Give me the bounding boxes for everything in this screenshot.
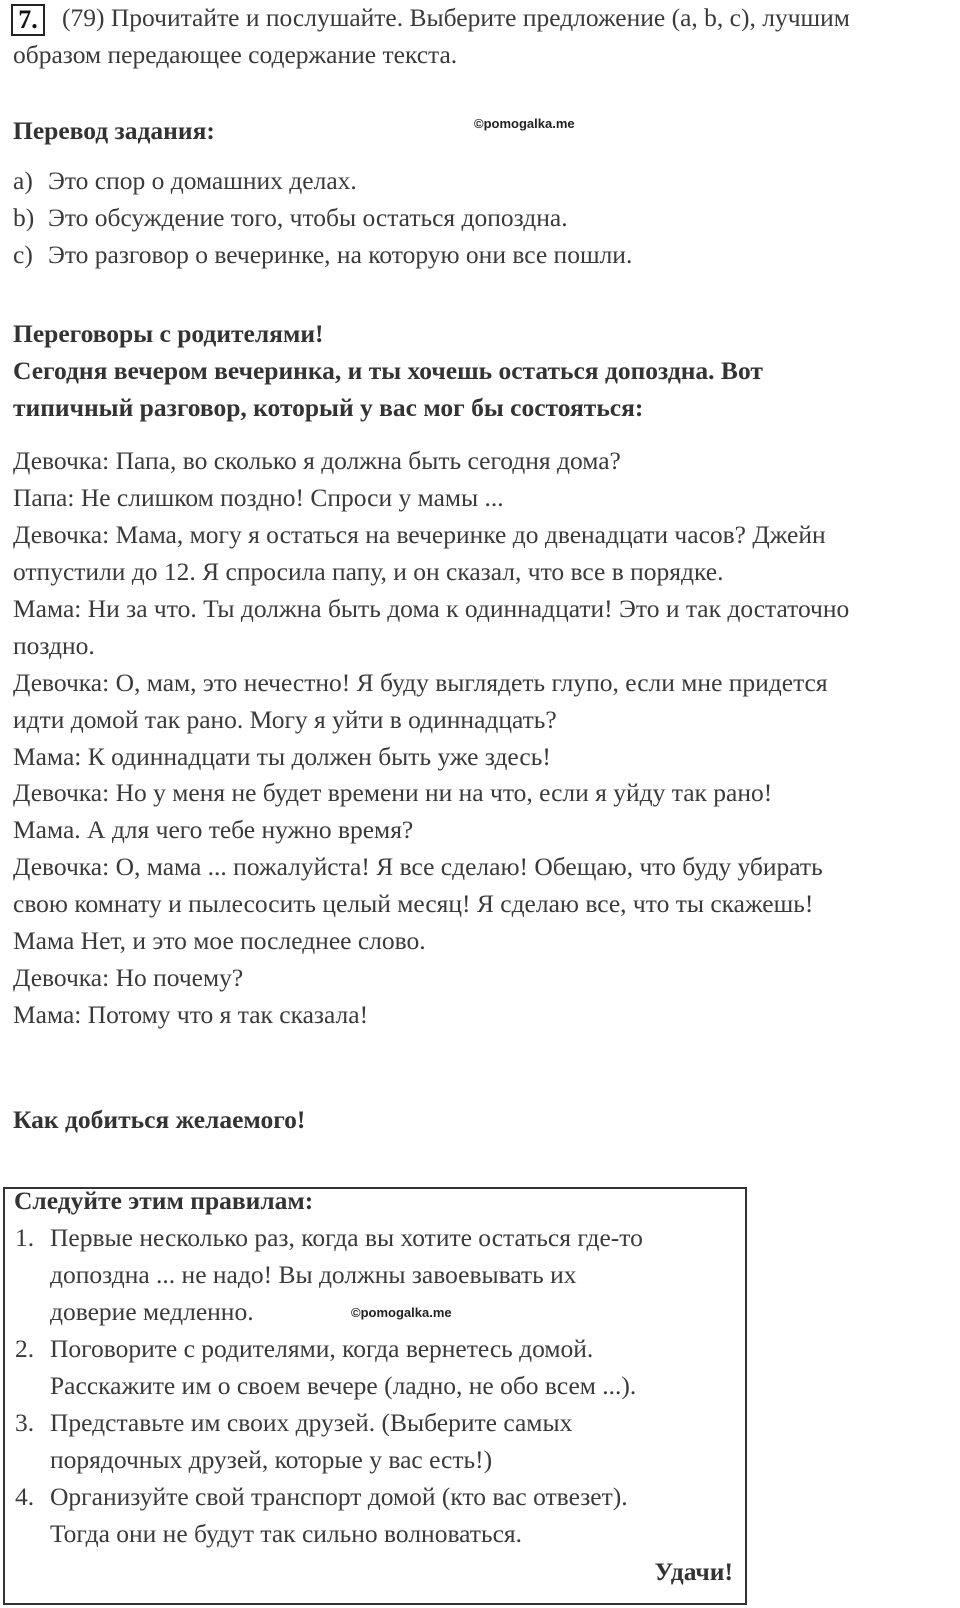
- dialogue-line: Мама Нет, и это мое последнее слово.: [13, 926, 426, 955]
- dialogue-line: идти домой так рано. Могу я уйти в одиннадцать?: [13, 705, 557, 734]
- dialogue-line: Мама. А для чего тебе нужно время?: [13, 815, 414, 844]
- option-b-text: Это обсуждение того, чтобы остаться допоздна.: [48, 203, 568, 232]
- rules-box-title: Следуйте этим правилам:: [14, 1186, 314, 1215]
- option-b: [13, 203, 568, 233]
- task-instruction-line-1: (79) Прочитайте и послушайте. Выберите предложение (a, b, c), лучшим: [62, 3, 850, 32]
- dialogue-line: Девочка: О, мама ... пожалуйста! Я все сделаю! Обещаю, что буду убирать: [13, 852, 823, 881]
- rule-number: 4.: [15, 1482, 35, 1511]
- dialogue-line: Девочка: Папа, во сколько я должна быть сегодня дома?: [13, 446, 621, 475]
- rule-number: 1.: [15, 1223, 35, 1252]
- rule-number: 3.: [15, 1408, 35, 1437]
- dialogue-line: отпустили до 12. Я спросила папу, и он сказал, что все в порядке.: [13, 557, 724, 586]
- dialogue-line: поздно.: [13, 631, 95, 660]
- dialogue-line: Папа: Не слишком поздно! Спроси у мамы ...: [13, 483, 504, 512]
- dialogue-line: Мама: Потому что я так сказала!: [13, 1000, 369, 1029]
- watermark-box: ©pomogalka.me: [351, 1305, 452, 1320]
- option-a-letter: a): [13, 166, 33, 195]
- dialogue-line: Девочка: О, мам, это нечестно! Я буду выглядеть глупо, если мне придется: [13, 668, 828, 697]
- rule-line: Организуйте свой транспорт домой (кто вас отвезет).: [50, 1482, 628, 1511]
- dialogue-line: Девочка: Но у меня не будет времени ни на что, если я уйду так рано!: [13, 778, 773, 807]
- article-title: Переговоры с родителями!: [13, 319, 324, 348]
- task-instruction-line-2: образом передающее содержание текста.: [13, 40, 458, 69]
- dialogue-line: свою комнату и пылесосить целый месяц! Я сделаю все, что ты скажешь!: [13, 889, 814, 918]
- rule-line: Тогда они не будут так сильно волноваться.: [50, 1519, 522, 1548]
- rule-line: порядочных друзей, которые у вас есть!): [50, 1445, 493, 1474]
- rule-line: Поговорите с родителями, когда вернетесь домой.: [50, 1334, 594, 1363]
- rules-box: [3, 1187, 747, 1605]
- option-c: [13, 240, 633, 270]
- article-intro-line-2: типичный разговор, который у вас мог бы состояться:: [13, 393, 644, 422]
- rule-line: Первые несколько раз, когда вы хотите остаться где-то: [50, 1223, 643, 1252]
- watermark-top: ©pomogalka.me: [474, 116, 575, 131]
- rule-line: Представьте им своих друзей. (Выберите самых: [50, 1408, 573, 1437]
- option-c-text: Это разговор о вечеринке, на которую они все пошли.: [48, 240, 633, 269]
- rule-number: 2.: [15, 1334, 35, 1363]
- article-intro-line-1: Сегодня вечером вечеринка, и ты хочешь остаться допоздна. Вот: [13, 356, 763, 385]
- dialogue-line: Девочка: Мама, могу я остаться на вечеринке до двенадцати часов? Джейн: [13, 520, 826, 549]
- rule-line: допоздна ... не надо! Вы должны завоевывать их: [50, 1260, 577, 1289]
- dialogue-line: Мама: К одиннадцати ты должен быть уже здесь!: [13, 742, 551, 771]
- option-c-letter: c): [13, 240, 33, 269]
- option-a-text: Это спор о домашних делах.: [48, 166, 357, 195]
- dialogue-line: Девочка: Но почему?: [13, 963, 244, 992]
- dialogue-line: Мама: Ни за что. Ты должна быть дома к одиннадцати! Это и так достаточно: [13, 594, 850, 623]
- tips-heading: Как добиться желаемого!: [13, 1105, 306, 1134]
- rule-line: Расскажите им о своем вечере (ладно, не обо всем ...).: [50, 1371, 637, 1400]
- option-b-letter: b): [13, 203, 35, 232]
- task-number-box: 7.: [11, 4, 45, 36]
- translation-heading: Перевод задания:: [13, 116, 215, 145]
- option-a: [13, 166, 357, 196]
- closing-text: Удачи!: [654, 1557, 733, 1586]
- rule-line: доверие медленно.: [50, 1297, 254, 1326]
